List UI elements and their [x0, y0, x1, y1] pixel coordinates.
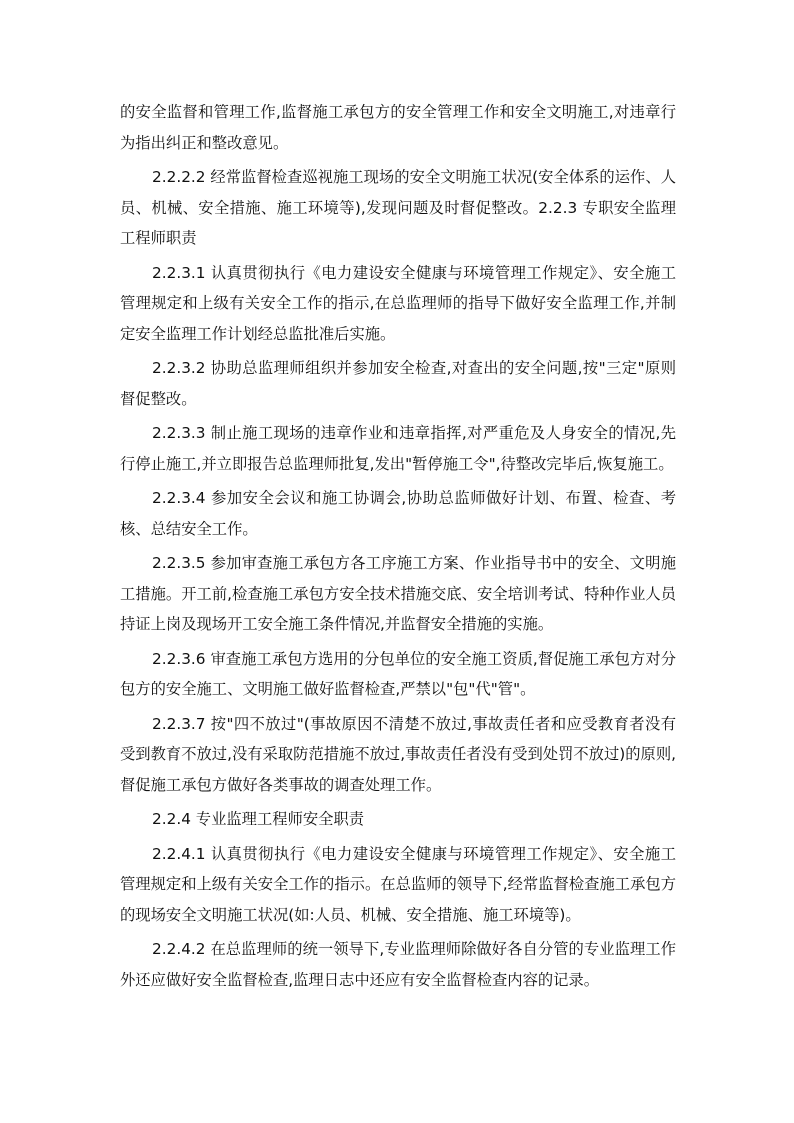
document-body: [120, 97, 676, 999]
paragraph-2-2-3-6: 2.2.3.6 审查施工承包方选用的分包单位的安全施工资质,督促施工承包方对分包方的安全施工、文明施工做好监督检查,严禁以"包"代"管"。: [120, 649, 676, 698]
paragraph-2-2-3-5: 2.2.3.5 参加审查施工承包方各工序施工方案、作业指导书中的安全、文明施工措施。开工前,检查施工承包方安全技术措施交底、安全培训考试、特种作业人员持证上岗及现场开工安全施工条件情况,并监督安全措施的实施。: [120, 554, 676, 633]
paragraph-2-2-3-1: 2.2.3.1 认真贯彻执行《电力建设安全健康与环境管理工作规定》、安全施工管理规定和上级有关安全工作的指示,在总监理师的指导下做好安全监理工作,并制定安全监理工作计划经总监批准后实施。: [120, 263, 676, 343]
paragraph-2-2-3-4: 2.2.3.4 参加安全会议和施工协调会,协助总监师做好计划、布置、检查、考核、总结安全工作。: [120, 489, 676, 538]
paragraph-2-2-4-1: 2.2.4.1 认真贯彻执行《电力建设安全健康与环境管理工作规定》、安全施工管理规定和上级有关安全工作的指示。在总监师的领导下,经常监督检查施工承包方的现场安全文明施工状况(如:人员、机械、安全措施、施工环境等)。: [120, 844, 676, 924]
paragraph-2-2-2-2: 2.2.2.2 经常监督检查巡视施工现场的安全文明施工状况(安全体系的运作、人员、机械、安全措施、施工环境等),发现问题及时督促整改。2.2.3 专职安全监理工程师职责: [120, 168, 676, 247]
paragraph-continuation: 的安全监督和管理工作,监督施工承包方的安全管理工作和安全文明施工,对违章行为指出纠正和整改意见。: [120, 103, 676, 152]
paragraph-2-2-3-3: 2.2.3.3 制止施工现场的违章作业和违章指挥,对严重危及人身安全的情况,先行停止施工,并立即报告总监理师批复,发出"暂停施工令",待整改完毕后,恢复施工。: [120, 424, 676, 473]
paragraph-2-2-3-7: 2.2.3.7 按"四不放过"(事故原因不清楚不放过,事故责任者和应受教育者没有受到教育不放过,没有采取防范措施不放过,事故责任者没有受到处罚不放过)的原则,督促施工承包方做好各类事故的调查处理工作。: [120, 714, 676, 794]
section-heading-2-2-4: 2.2.4 专业监理工程师安全职责: [152, 810, 365, 828]
paragraph-2-2-3-2: 2.2.3.2 协助总监理师组织并参加安全检查,对查出的安全问题,按"三定"原则督促整改。: [120, 359, 676, 408]
paragraph-2-2-4-2: 2.2.4.2 在总监理师的统一领导下,专业监理师除做好各自分管的专业监理工作外还应做好安全监督检查,监理日志中还应有安全监督检查内容的记录。: [120, 940, 676, 989]
